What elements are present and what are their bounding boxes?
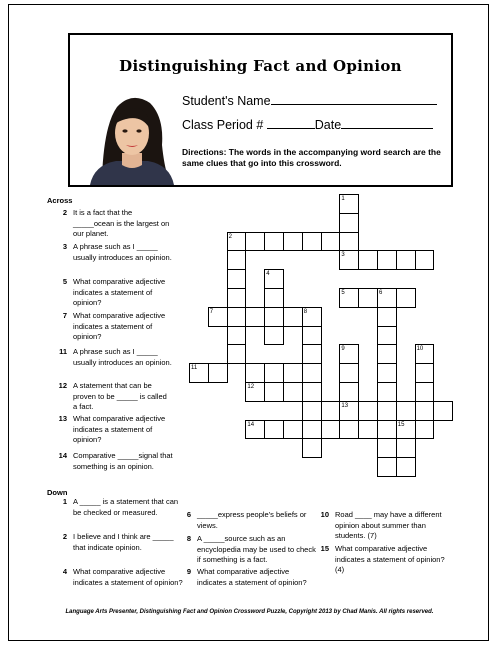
crossword-cell[interactable] [264, 288, 284, 308]
crossword-cell[interactable] [358, 250, 378, 270]
cell-number: 5 [341, 290, 345, 296]
crossword-cell[interactable] [227, 250, 247, 270]
crossword-cell[interactable] [358, 420, 378, 440]
crossword-cell[interactable] [415, 382, 435, 402]
crossword-cell[interactable] [264, 326, 284, 346]
crossword-cell[interactable] [321, 232, 341, 252]
crossword-cell[interactable] [339, 232, 359, 252]
date-line [341, 117, 433, 129]
crossword-cell[interactable] [396, 250, 416, 270]
class-period-line [267, 117, 315, 129]
clue-text: What comparative adjective indicates a statement of opinion? [73, 414, 166, 444]
student-name-field[interactable] [182, 93, 437, 108]
crossword-cell[interactable] [227, 344, 247, 364]
crossword-cell[interactable] [283, 420, 303, 440]
teacher-portrait-image [82, 85, 182, 185]
cell-number: 6 [379, 290, 383, 296]
crossword-cell[interactable] [302, 438, 322, 458]
crossword-cell[interactable] [339, 420, 359, 440]
clue-text: What comparative adjective indicates a statement of opinion? [197, 567, 307, 587]
crossword-cell[interactable] [377, 307, 397, 327]
date-label: Date [314, 118, 342, 132]
cell-number: 2 [228, 233, 232, 240]
crossword-cell[interactable] [302, 326, 322, 346]
crossword-cell[interactable] [396, 288, 416, 308]
crossword-cell[interactable] [415, 420, 435, 440]
clue-number: 14 [58, 451, 67, 460]
crossword-cell[interactable] [433, 401, 453, 421]
clue-number: 2 [62, 208, 67, 217]
cell-number: 10 [416, 346, 424, 353]
crossword-cell[interactable] [377, 250, 397, 270]
clue-number: 7 [62, 311, 67, 320]
crossword-cell[interactable] [302, 363, 322, 383]
crossword-cell[interactable] [339, 363, 359, 383]
crossword-cell[interactable] [377, 457, 397, 477]
cell-number: 1 [341, 196, 345, 202]
crossword-cell[interactable] [283, 232, 303, 252]
cell-number: 14 [247, 421, 255, 428]
clue-text: What comparative adjective indicates a statement of opinion? [73, 311, 166, 341]
crossword-cell[interactable] [264, 382, 284, 402]
worksheet-page [8, 4, 489, 641]
crossword-cell[interactable] [283, 363, 303, 383]
clue-text: It is a fact that the _____ocean is the largest on our planet. [73, 208, 170, 238]
clue-text: What comparative adjective indicates a statement of opinion? (4) [335, 544, 445, 574]
clue-text: A statement that can be proven to be _____ is called a fact. [73, 381, 167, 411]
clue-text: _____express people's beliefs or views. [197, 510, 307, 530]
crossword-cell[interactable] [227, 269, 247, 289]
crossword-cell[interactable] [415, 250, 435, 270]
cell-number: 11 [191, 365, 198, 372]
crossword-cell[interactable] [264, 363, 284, 383]
crossword-cell[interactable] [264, 232, 284, 252]
crossword-cell[interactable] [321, 420, 341, 440]
crossword-cell[interactable] [321, 401, 341, 421]
clue-number: 8 [186, 534, 191, 543]
crossword-cell[interactable] [302, 232, 322, 252]
cell-number: 9 [341, 346, 345, 353]
directions-text: Directions: The words in the accompanying word search are the same clues that go into this crossword. [182, 147, 441, 168]
header-box [68, 33, 453, 187]
crossword-cell[interactable] [227, 326, 247, 346]
cell-number: 3 [341, 252, 345, 259]
clue-text: Comparative _____signal that something is an opinion. [73, 451, 173, 471]
crossword-cell[interactable] [302, 401, 322, 421]
class-period-label: Class Period # [182, 118, 264, 132]
crossword-cell[interactable] [377, 420, 397, 440]
clue-number: 10 [320, 510, 329, 519]
crossword-cell[interactable] [245, 307, 265, 327]
down-heading: Down [47, 488, 68, 497]
crossword-cell[interactable] [245, 363, 265, 383]
crossword-cell[interactable] [264, 307, 284, 327]
crossword-cell[interactable] [396, 401, 416, 421]
clue-text: What comparative adjective indicates a statement of opinion? [73, 277, 166, 307]
clue-text: A phrase such as I _____ usually introduces an opinion. [73, 242, 172, 262]
clue-number: 12 [58, 381, 67, 390]
crossword-cell[interactable] [302, 382, 322, 402]
clue-number: 6 [186, 510, 191, 519]
cell-number: 12 [247, 384, 255, 390]
crossword-cell[interactable] [358, 288, 378, 308]
clue-text: What comparative adjective indicates a statement of opinion? [73, 567, 183, 587]
crossword-cell[interactable] [358, 401, 378, 421]
crossword-cell[interactable] [377, 344, 397, 364]
crossword-cell[interactable] [339, 382, 359, 402]
clue-number: 9 [186, 567, 191, 576]
student-name-label: Student's Name [182, 94, 271, 108]
crossword-cell[interactable] [377, 326, 397, 346]
crossword-cell[interactable] [227, 307, 247, 327]
cell-number: 7 [209, 308, 214, 315]
clue-number: 11 [59, 347, 67, 356]
crossword-cell[interactable] [415, 401, 435, 421]
clue-number: 13 [58, 414, 67, 423]
cell-number: 15 [397, 421, 405, 428]
cell-number: 8 [303, 308, 308, 315]
crossword-cell[interactable] [339, 213, 359, 233]
crossword-cell[interactable] [396, 438, 416, 458]
clue-number: 2 [62, 532, 67, 541]
crossword-cell[interactable] [264, 420, 284, 440]
class-period-field[interactable] [182, 117, 433, 132]
crossword-cell[interactable] [208, 363, 228, 383]
crossword-cell[interactable] [377, 401, 397, 421]
crossword-cell[interactable] [377, 438, 397, 458]
cell-number: 13 [341, 402, 349, 409]
clue-text: I believe and I think are _____ that indicate opinion. [73, 532, 174, 552]
crossword-cell[interactable] [283, 307, 303, 327]
clue-number: 15 [320, 544, 329, 553]
clue-text: A _____source such as an encyclopedia may be used to check if something is a fact. [197, 534, 316, 564]
clue-number: 1 [62, 497, 67, 506]
across-heading: Across [47, 196, 73, 205]
clue-text: Road ____ may have a different opinion about summer than students. (7) [335, 510, 442, 540]
copyright-footer: Language Arts Presenter, Distinguishing Fact and Opinion Crossword Puzzle, Copyright 2013 by Chad Manis. All rights reserved. [65, 609, 434, 615]
crossword-cell[interactable] [283, 382, 303, 402]
clue-number: 5 [62, 277, 67, 286]
crossword-cell[interactable] [302, 420, 322, 440]
clue-number: 4 [62, 567, 67, 576]
page-title: Distinguishing Fact and Opinion [119, 57, 402, 75]
student-name-line [271, 93, 437, 105]
crossword-cell[interactable] [302, 344, 322, 364]
clue-number: 3 [62, 242, 67, 251]
crossword-cell[interactable] [396, 457, 416, 477]
crossword-cell[interactable] [245, 232, 265, 252]
clue-text: A _____ is a statement that can be checked or measured. [73, 497, 179, 517]
crossword-cell[interactable] [227, 288, 247, 308]
crossword-cell[interactable] [415, 363, 435, 383]
clue-text: A phrase such as I _____ usually introduces an opinion. [73, 347, 172, 367]
crossword-cell[interactable] [377, 382, 397, 402]
crossword-cell[interactable] [377, 363, 397, 383]
cell-number: 4 [266, 271, 270, 278]
